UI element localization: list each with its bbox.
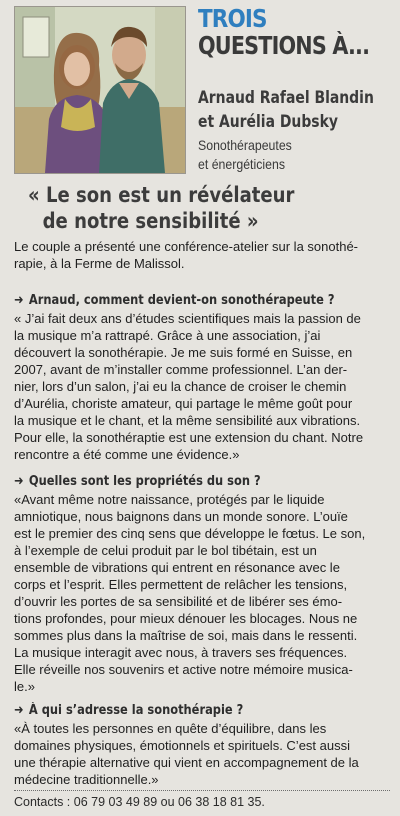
answer-line: est le premier des cinq sens que développe le fœtus. Le son,	[14, 526, 366, 541]
question-3-text: À qui s’adresse la sonothérapie ?	[28, 703, 244, 718]
name-line-1: Arnaud Rafael Blandin	[198, 88, 374, 108]
question-1	[14, 293, 335, 308]
answer-line: sommes plus dans la maîtrise de soi, mais dans le ressenti.	[14, 628, 358, 643]
arrow-right-icon: ➜	[14, 293, 24, 308]
interviewee-roles	[198, 136, 292, 174]
answer-line: Elle réveille nos souvenirs et active notre mémoire musica-	[14, 662, 353, 677]
answer-line: « J’ai fait deux ans d’études scientifiques mais la passion de	[14, 311, 361, 326]
answer-line: le.»	[14, 679, 35, 694]
answer-line: corps et l’esprit. Elles permettent de relâcher les tensions,	[14, 577, 348, 592]
answer-line: à l’exemple de celui produit par le bol tibétain, est un	[14, 543, 317, 558]
answer-line: d’ouvrir les portes de sa sensibilité et de libérer ses émo-	[14, 594, 343, 609]
answer-line: une thérapie alternative qui vient en accompagnement de la	[14, 755, 359, 770]
answer-line: tions profondes, pour mieux dénouer les blocages. Nous ne	[14, 611, 358, 626]
answer-3	[14, 720, 390, 788]
contacts-line: Contacts : 06 79 03 49 89 ou 06 38 18 81 35.	[14, 795, 265, 809]
headline-kicker: TROIS	[198, 4, 267, 33]
answer-line: d’Aurélia, choriste amateur, qui partage le même goût pour	[14, 396, 353, 411]
question-2-text: Quelles sont les propriétés du son ?	[28, 474, 261, 489]
answer-1	[14, 310, 390, 463]
interviewee-names	[198, 86, 374, 134]
intro-line: Le couple a présenté une conférence-atelier sur la sonothé-	[14, 239, 358, 254]
question-1-text: Arnaud, comment devient-on sonothérapeute ?	[28, 293, 335, 308]
answer-line: la musique et le chant, et la même sensibilité aux vibrations.	[14, 413, 361, 428]
answer-line: «Avant même notre naissance, protégés par le liquide	[14, 492, 325, 507]
answer-2	[14, 491, 390, 695]
answer-line: amniotique, nous baignons dans un monde sonore. L’ouïe	[14, 509, 348, 524]
answer-line: rencontre a été comme une évidence.»	[14, 447, 240, 462]
intro-paragraph	[14, 238, 390, 272]
arrow-right-icon: ➜	[14, 474, 24, 489]
answer-line: découvert la sonothérapie. Je me suis formé en Suisse, en	[14, 345, 353, 360]
answer-line: nier, lors d’un salon, j’ai eu la chance de croiser le chemin	[14, 379, 347, 394]
question-2	[14, 474, 261, 489]
pull-quote	[28, 182, 346, 234]
quote-line-2: de notre sensibilité »	[42, 209, 259, 233]
arrow-right-icon: ➜	[14, 703, 24, 718]
answer-line: médecine traditionnelle.»	[14, 772, 159, 787]
answer-line: Pour elle, la sonothéraptie est une extension du chant. Notre	[14, 430, 364, 445]
role-line-2: et énergéticiens	[198, 156, 285, 172]
name-line-2: et Aurélia Dubsky	[198, 112, 338, 132]
headline-title: QUESTIONS À...	[198, 31, 370, 60]
answer-line: la musique m’a rattrapé. Grâce à une association, j’ai	[14, 328, 321, 343]
answer-line: «À toutes les personnes en quête d’équilibre, dans les	[14, 721, 327, 736]
answer-line: 2007, avant de m’installer comme professionnel. L’an der-	[14, 362, 348, 377]
answer-line: domaines physiques, émotionnels et spirituels. C’est aussi	[14, 738, 351, 753]
quote-line-1: « Le son est un révélateur	[28, 183, 295, 207]
separator-line	[14, 790, 390, 791]
intro-line: rapie, à la Ferme de Malissol.	[14, 256, 185, 271]
answer-line: ensemble de vibrations qui entrent en résonance avec le	[14, 560, 340, 575]
portrait-photo	[14, 6, 186, 174]
question-3	[14, 703, 243, 718]
role-line-1: Sonothérapeutes	[198, 137, 292, 153]
answer-line: La musique interagit avec nous, à travers ses fréquences.	[14, 645, 348, 660]
